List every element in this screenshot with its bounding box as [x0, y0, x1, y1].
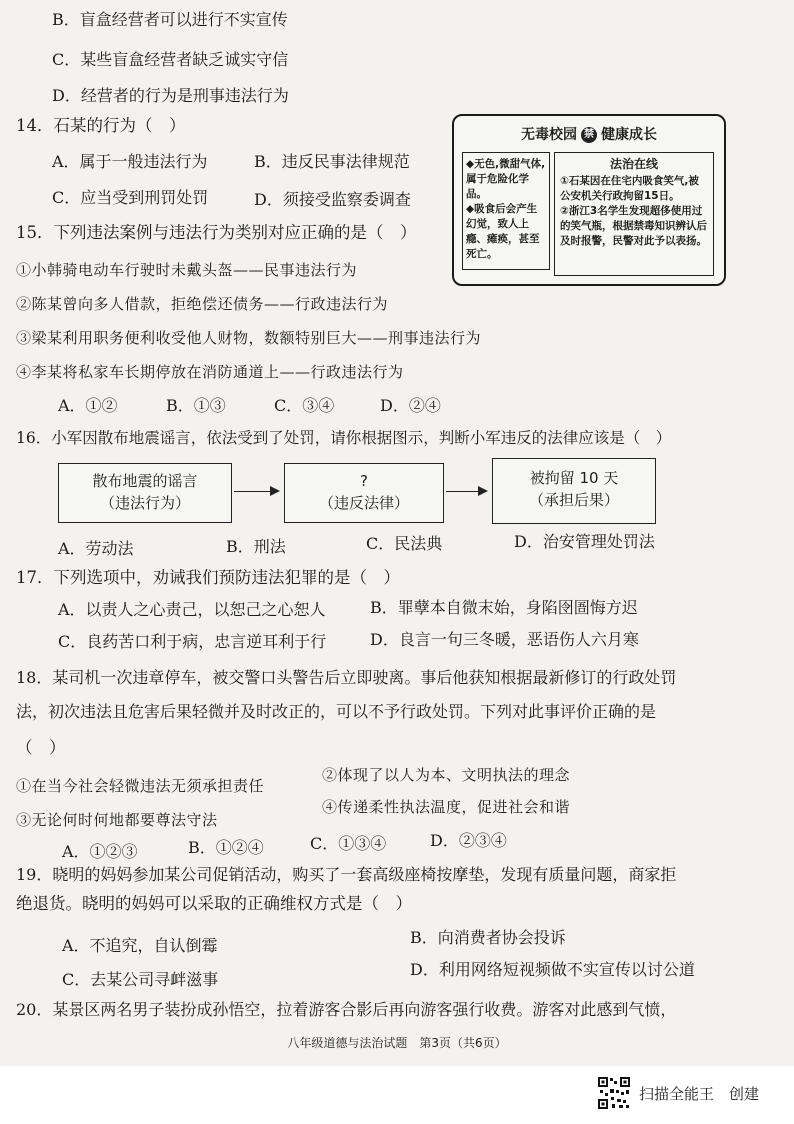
q15-item-3: ③梁某利用职务便利收受他人财物，数额特别巨大——刑事违法行为 — [16, 329, 482, 347]
q15-option-d: D．②④ — [380, 396, 441, 415]
q16-option-c: C．民法典 — [366, 534, 443, 553]
q14-option-c: C．应当受到刑罚处罚 — [52, 188, 209, 207]
q18-stem-line-3: （ ） — [16, 738, 66, 757]
q18-item-1: ①在当今社会轻微违法无须承担责任 — [16, 777, 265, 795]
q18-option-d: D．②③④ — [430, 831, 507, 850]
q16-stem: 16．小军因散布地震谣言，依法受到了处罚，请你根据图示，判断小军违反的法律应该是（ ） — [16, 429, 672, 447]
q18-option-b: B．①②④ — [188, 838, 264, 857]
q13-option-c: C．某些盲盒经营者缺乏诚实守信 — [52, 50, 289, 69]
q18-item-4: ④传递柔性执法温度，促进社会和谐 — [322, 798, 571, 816]
flow-box-consequence: 被拘留 10 天 （承担后果） — [492, 458, 656, 524]
q17-option-c: C．良药苦口利于病，忠言逆耳利于行 — [58, 632, 327, 651]
drug-free-campus-poster — [452, 114, 726, 286]
q13-option-d: D．经营者的行为是刑事违法行为 — [52, 86, 289, 105]
flow-arrow-icon — [446, 491, 486, 492]
flow-box-violation: 散布地震的谣言 （违法行为） — [58, 463, 232, 523]
poster-title: 无毒校园 禁 健康成长 — [521, 127, 657, 143]
flow-arrow-icon — [234, 491, 278, 492]
q18-stem-line-2: 法，初次违法且危害后果轻微并及时改正的，可以不予行政处罚。下列对此事评价正确的是 — [16, 702, 657, 721]
q15-stem: 15．下列违法案例与违法行为类别对应正确的是（ ） — [16, 223, 417, 242]
q15-item-4: ④李某将私家车长期停放在消防通道上——行政违法行为 — [16, 363, 404, 381]
q14-option-a: A．属于一般违法行为 — [52, 152, 208, 171]
flow-box-law: ? （违反法律） — [284, 463, 444, 523]
q17-option-a: A．以责人之心责己，以恕己之心恕人 — [58, 600, 326, 619]
scanner-watermark — [597, 1076, 787, 1112]
q19-option-d: D．利用网络短视频做不实宣传以讨公道 — [410, 960, 695, 979]
poster-facts-panel — [462, 152, 550, 270]
poster-law-panel — [554, 152, 714, 276]
q19-stem-line-2: 绝退货。晓明的妈妈可以采取的正确维权方式是（ ） — [16, 894, 412, 913]
q20-stem: 20．某景区两名男子装扮成孙悟空，拉着游客合影后再向游客强行收费。游客对此感到气愤， — [16, 1000, 677, 1019]
q19-option-c: C．去某公司寻衅滋事 — [62, 970, 219, 989]
q17-option-b: B．罪孽本自微末始，身陷囹圄悔方迟 — [370, 598, 638, 617]
qr-code-icon — [597, 1076, 631, 1110]
q18-option-c: C．①③④ — [310, 834, 387, 853]
q17-option-d: D．良言一句三冬暖，恶语伤人六月寒 — [370, 630, 639, 649]
poster-law-title: 法治在线 — [609, 157, 658, 171]
page-footer: 八年级道德与法治试题 第3页（共6页） — [287, 1036, 507, 1050]
q18-option-a: A．①②③ — [62, 842, 138, 861]
q15-option-a: A．①② — [58, 396, 118, 415]
q16-option-a: A．劳动法 — [58, 539, 134, 558]
q15-item-1: ①小韩骑电动车行驶时未戴头盔——民事违法行为 — [16, 261, 358, 279]
poster-case: ②浙江3名学生发现超侈使用过的笑气瓶，根据禁毒知识辨认后及时报警，民警对此予以表扬。 — [560, 205, 707, 247]
q18-stem-line-1: 18．某司机一次违章停车，被交警口头警告后立即驶离。事后他获知根据最新修订的行政处罚 — [16, 668, 677, 687]
q16-option-b: B．刑法 — [226, 537, 286, 556]
q19-stem-line-1: 19．晓明的妈妈参加某公司促销活动，购买了一套高级座椅按摩垫，发现有质量问题，商家拒 — [16, 865, 677, 884]
q13-option-b: B．盲盒经营者可以进行不实宣传 — [52, 10, 288, 29]
q14-stem: 14．石某的行为（ ） — [16, 116, 186, 135]
poster-fact: ◆无色,微甜气体,属于危险化学品。 — [466, 158, 546, 200]
q15-option-b: B．①③ — [166, 396, 226, 415]
q17-stem: 17．下列选项中，劝诫我们预防违法犯罪的是（ ） — [16, 568, 400, 587]
no-drugs-badge-icon: 禁 — [581, 127, 597, 143]
q15-item-2: ②陈某曾向多人借款，拒绝偿还债务——行政违法行为 — [16, 295, 389, 313]
watermark-text: 扫描全能王 创建 — [639, 1085, 760, 1103]
poster-case: ①石某因在住宅内吸食笑气,被公安机关行政拘留15日。 — [560, 175, 699, 202]
q14-option-b: B．违反民事法律规范 — [254, 152, 410, 171]
q19-option-b: B．向消费者协会投诉 — [410, 928, 566, 947]
q18-item-2: ②体现了以人为本、文明执法的理念 — [322, 766, 571, 784]
q18-item-3: ③无论何时何地都要尊法守法 — [16, 811, 218, 829]
q16-option-d: D．治安管理处罚法 — [514, 532, 655, 551]
poster-fact: ◆吸食后会产生幻觉，致人上瘾、瘫痪，甚至死亡。 — [466, 203, 540, 260]
q15-option-c: C．③④ — [274, 396, 335, 415]
q19-option-a: A．不追究，自认倒霉 — [62, 936, 218, 955]
q14-option-d: D．须接受监察委调查 — [254, 190, 411, 209]
